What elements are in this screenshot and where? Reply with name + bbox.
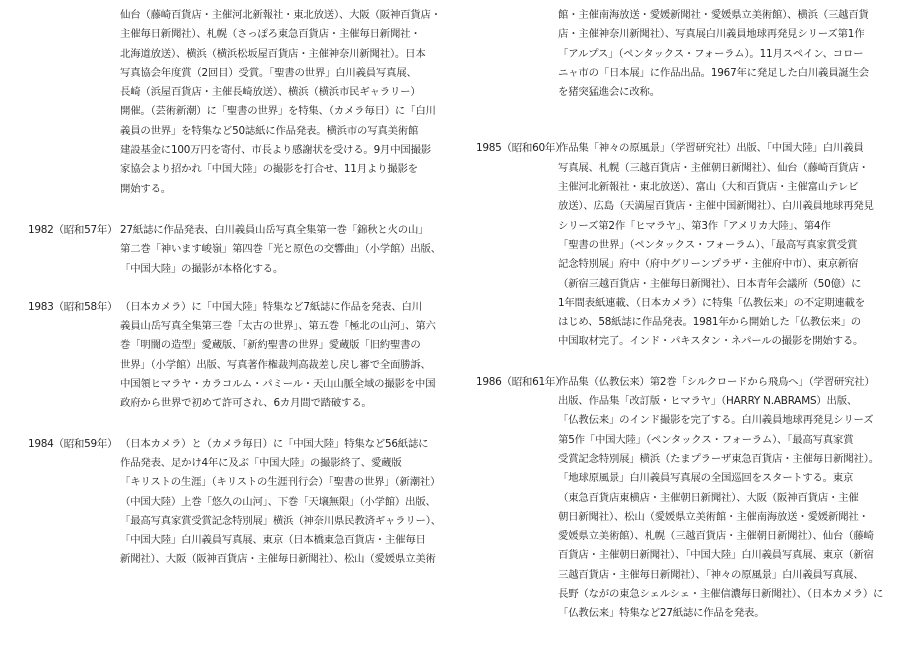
chronology-entry-1984-continued — [476, 6, 886, 102]
entry-line: 仙台（藤崎百貨店・主催河北新報社・東北放送）、大阪（阪神百貨店・ — [120, 9, 441, 21]
entry-line: 受賞記念特別展」横浜（たまプラーザ東急百貨店・主催毎日新聞社）。 — [558, 452, 879, 465]
chronology-entry-1985 — [476, 139, 886, 351]
entry-line: ニャ市の「日本展」に作品出品。1967年に発足した白川義員誕生会 — [558, 66, 869, 79]
entry-body — [120, 6, 457, 199]
entry-line: 百貨店・主催朝日新聞社）、「中国大陸」白川義員写真展、東京（新宿 — [558, 549, 874, 562]
entry-line: 北海道放送）、横浜（横浜松坂屋百貨店・主催神奈川新聞社）。日本 — [120, 47, 426, 60]
entry-line: 第5作「中国大陸」（ペンタックス・フォーラム）、「最高写真家賞 — [558, 433, 854, 446]
entry-year: 1985（昭和60年） — [476, 142, 566, 155]
entry-line: 作品集（仏教伝来）第2巻「シルクロードから飛鳥へ」（学習研究社） — [558, 375, 875, 388]
entry-line: 「仏教伝来」のインド撮影を完了する。白川義員地球再発見シリーズ — [558, 414, 874, 427]
entry-line: 開始する。 — [120, 182, 171, 195]
entry-line: 第二巻「神います峻嶺」第四巻「光と原色の交響曲」（小学館）出版、 — [120, 243, 441, 256]
entry-line: 世界」（小学館）出版、写真著作権裁判高裁差し戻し審で全面勝訴、 — [120, 358, 431, 371]
entry-line: 27紙誌に作品発表、白川義員山岳写真全集第一巻「錦秋と火の山」 — [120, 223, 429, 236]
entry-body — [558, 6, 884, 102]
entry-line: 写真協会年度賞（2回目）受賞。「聖書の世界」白川義員写真展、 — [120, 66, 417, 79]
entry-line: 写真展、札幌（三越百貨店・主催朝日新聞社）、仙台（藤崎百貨店・ — [558, 161, 869, 174]
entry-line: 新聞社）、大阪（阪神百貨店・主催毎日新聞社）、松山（愛媛県立美術 — [120, 553, 436, 566]
entry-line: （日本カメラ）に「中国大陸」特集など7紙誌に作品を発表、白川 — [120, 300, 422, 313]
entry-line: 館・主催南海放送・愛媛新聞社・愛媛県立美術館）、横浜（三越百貨 — [558, 9, 869, 21]
entry-body — [120, 221, 457, 279]
entry-line: 家協会より招かれ「中国大陸」の撮影を打合せ、11月より撮影を — [120, 163, 418, 176]
chronology-entry-1983 — [28, 298, 463, 414]
chronology-entry-1986 — [476, 373, 886, 624]
entry-line: 三越百貨店・主催毎日新聞社）、「神々の原風景」白川義員写真展、 — [558, 568, 864, 581]
entry-line: 「中国大陸」白川義員写真展、東京（日本橋東急百貨店・主催毎日 — [120, 534, 426, 547]
entry-line: 政府から世界で初めて許可され、6カ月間で踏破する。 — [120, 397, 372, 410]
entry-line: 「地球原風景」白川義員写真展の全国巡回をスタートする。東京 — [558, 472, 854, 485]
entry-line: 「仏教伝来」特集など27紙誌に作品を発表。 — [558, 607, 765, 620]
entry-line: 出版、作品集「改訂版・ヒマラヤ」（HARRY N.ABRAMS）出版、 — [558, 395, 858, 408]
right-column — [476, 6, 886, 624]
entry-line: はじめ、58紙誌に作品発表。1981年から開始した「仏教伝来」の — [558, 316, 862, 329]
entry-line: （東急百貨店東横店・主催朝日新聞社）、大阪（阪神百貨店・主催 — [558, 491, 859, 504]
entry-body — [120, 298, 457, 414]
entry-line: シリーズ第2作「ヒマラヤ」、第3作「アメリカ大陸」、第4作 — [558, 219, 831, 232]
entry-line: 1年間表紙連載、（日本カメラ）に特集「仏教伝来」の不定期連載を — [558, 296, 865, 309]
entry-year: 1983（昭和58年） — [28, 300, 118, 313]
entry-line: 主催毎日新聞社）、札幌（さっぽろ東急百貨店・主催毎日新聞社・ — [120, 28, 421, 41]
entry-line: 巻「明闇の造型」愛蔵版、「新約聖書の世界」愛蔵版「旧約聖書の — [120, 339, 421, 352]
entry-line: 「アルプス」（ペンタックス・フォーラム）。11月スペイン、コロー — [558, 47, 864, 60]
entry-line: 開催。（芸術新潮）に「聖書の世界」を特集、（カメラ毎日）に「白川 — [120, 105, 436, 118]
entry-line: を猪突猛進会に改称。 — [558, 86, 660, 99]
entry-line: 放送）、広島（天満屋百貨店・主催中国新聞社）、白川義員地球再発見 — [558, 200, 874, 213]
entry-line: 朝日新聞社）、松山（愛媛県立美術館・主催南海放送・愛媛新聞社・ — [558, 510, 869, 523]
entry-year: 1982（昭和57年） — [28, 223, 118, 236]
entry-line: 「キリストの生涯」（キリストの生涯刊行会）「聖書の世界」（新潮社） — [120, 476, 441, 489]
entry-year: 1984（昭和59年） — [28, 437, 118, 450]
entry-line: 作品集「神々の原風景」（学習研究社）出版、「中国大陸」白川義員 — [558, 142, 864, 155]
entry-line: 義員山岳写真全集第三巻「太古の世界」、第五巻「極北の山河」、第六 — [120, 320, 436, 333]
entry-line: 「聖書の世界」（ペンタックス・フォーラム）、「最高写真家賞受賞 — [558, 238, 858, 251]
chronology-entry-1982 — [28, 221, 463, 279]
entry-line: （新宿三越百貨店・主催毎日新聞社）、日本青年会議所（50億）に — [558, 277, 862, 290]
chronology-entry-1981-continued — [28, 6, 463, 199]
entry-line: （日本カメラ）と（カメラ毎日）に「中国大陸」特集など56紙誌に — [120, 437, 429, 450]
entry-line: 店・主催神奈川新聞社）、写真展白川義員地球再発見シリーズ第1作 — [558, 28, 865, 41]
entry-line: 長崎（浜屋百貨店・主催長崎放送）、横浜（横浜市民ギャラリー） — [120, 86, 421, 99]
entry-line: 建設基金に100万円を寄付、市長より感謝状を受ける。9月中国撮影 — [120, 144, 431, 157]
entry-line: （中国大陸）上巻「悠久の山河」、下巻「天壌無限」（小学館）出版、 — [120, 495, 436, 508]
entry-body — [120, 435, 457, 570]
entry-line: 中国取材完了。インド・パキスタン・ネパールの撮影を開始する。 — [558, 335, 864, 348]
entry-line: 作品発表、足かけ4年に及ぶ「中国大陸」の撮影終了、愛蔵版 — [120, 456, 402, 469]
entry-line: 「最高写真家賞受賞記念特別展」横浜（神奈川県民教済ギャラリー）、 — [120, 514, 441, 527]
chronology-entry-1984 — [28, 435, 463, 570]
entry-line: 義員の世界」を特集など50誌紙に作品発表。横浜市の写真美術館 — [120, 124, 419, 137]
entry-line: 愛媛県立美術館）、札幌（三越百貨店・主催朝日新聞社）、仙台（藤崎 — [558, 530, 874, 543]
entry-line: 主催河北新報社・東北放送）、富山（大和百貨店・主催富山テレビ — [558, 181, 859, 194]
entry-line: 中国領ヒマラヤ・カラコルム・パミール・天山山脈全域の撮影を中国 — [120, 378, 436, 391]
entry-line: 記念特別展」府中（府中グリーンプラザ・主催府中市）、東京新宿 — [558, 258, 859, 271]
entry-line: 長野（ながの東急シェルシェ・主催信濃毎日新聞社）、（日本カメラ）に — [558, 588, 884, 601]
entry-body — [558, 373, 884, 624]
left-column — [28, 6, 463, 570]
entry-year: 1986（昭和61年） — [476, 375, 566, 388]
entry-body — [558, 139, 884, 351]
entry-line: 「中国大陸」の撮影が本格化する。 — [120, 262, 284, 275]
